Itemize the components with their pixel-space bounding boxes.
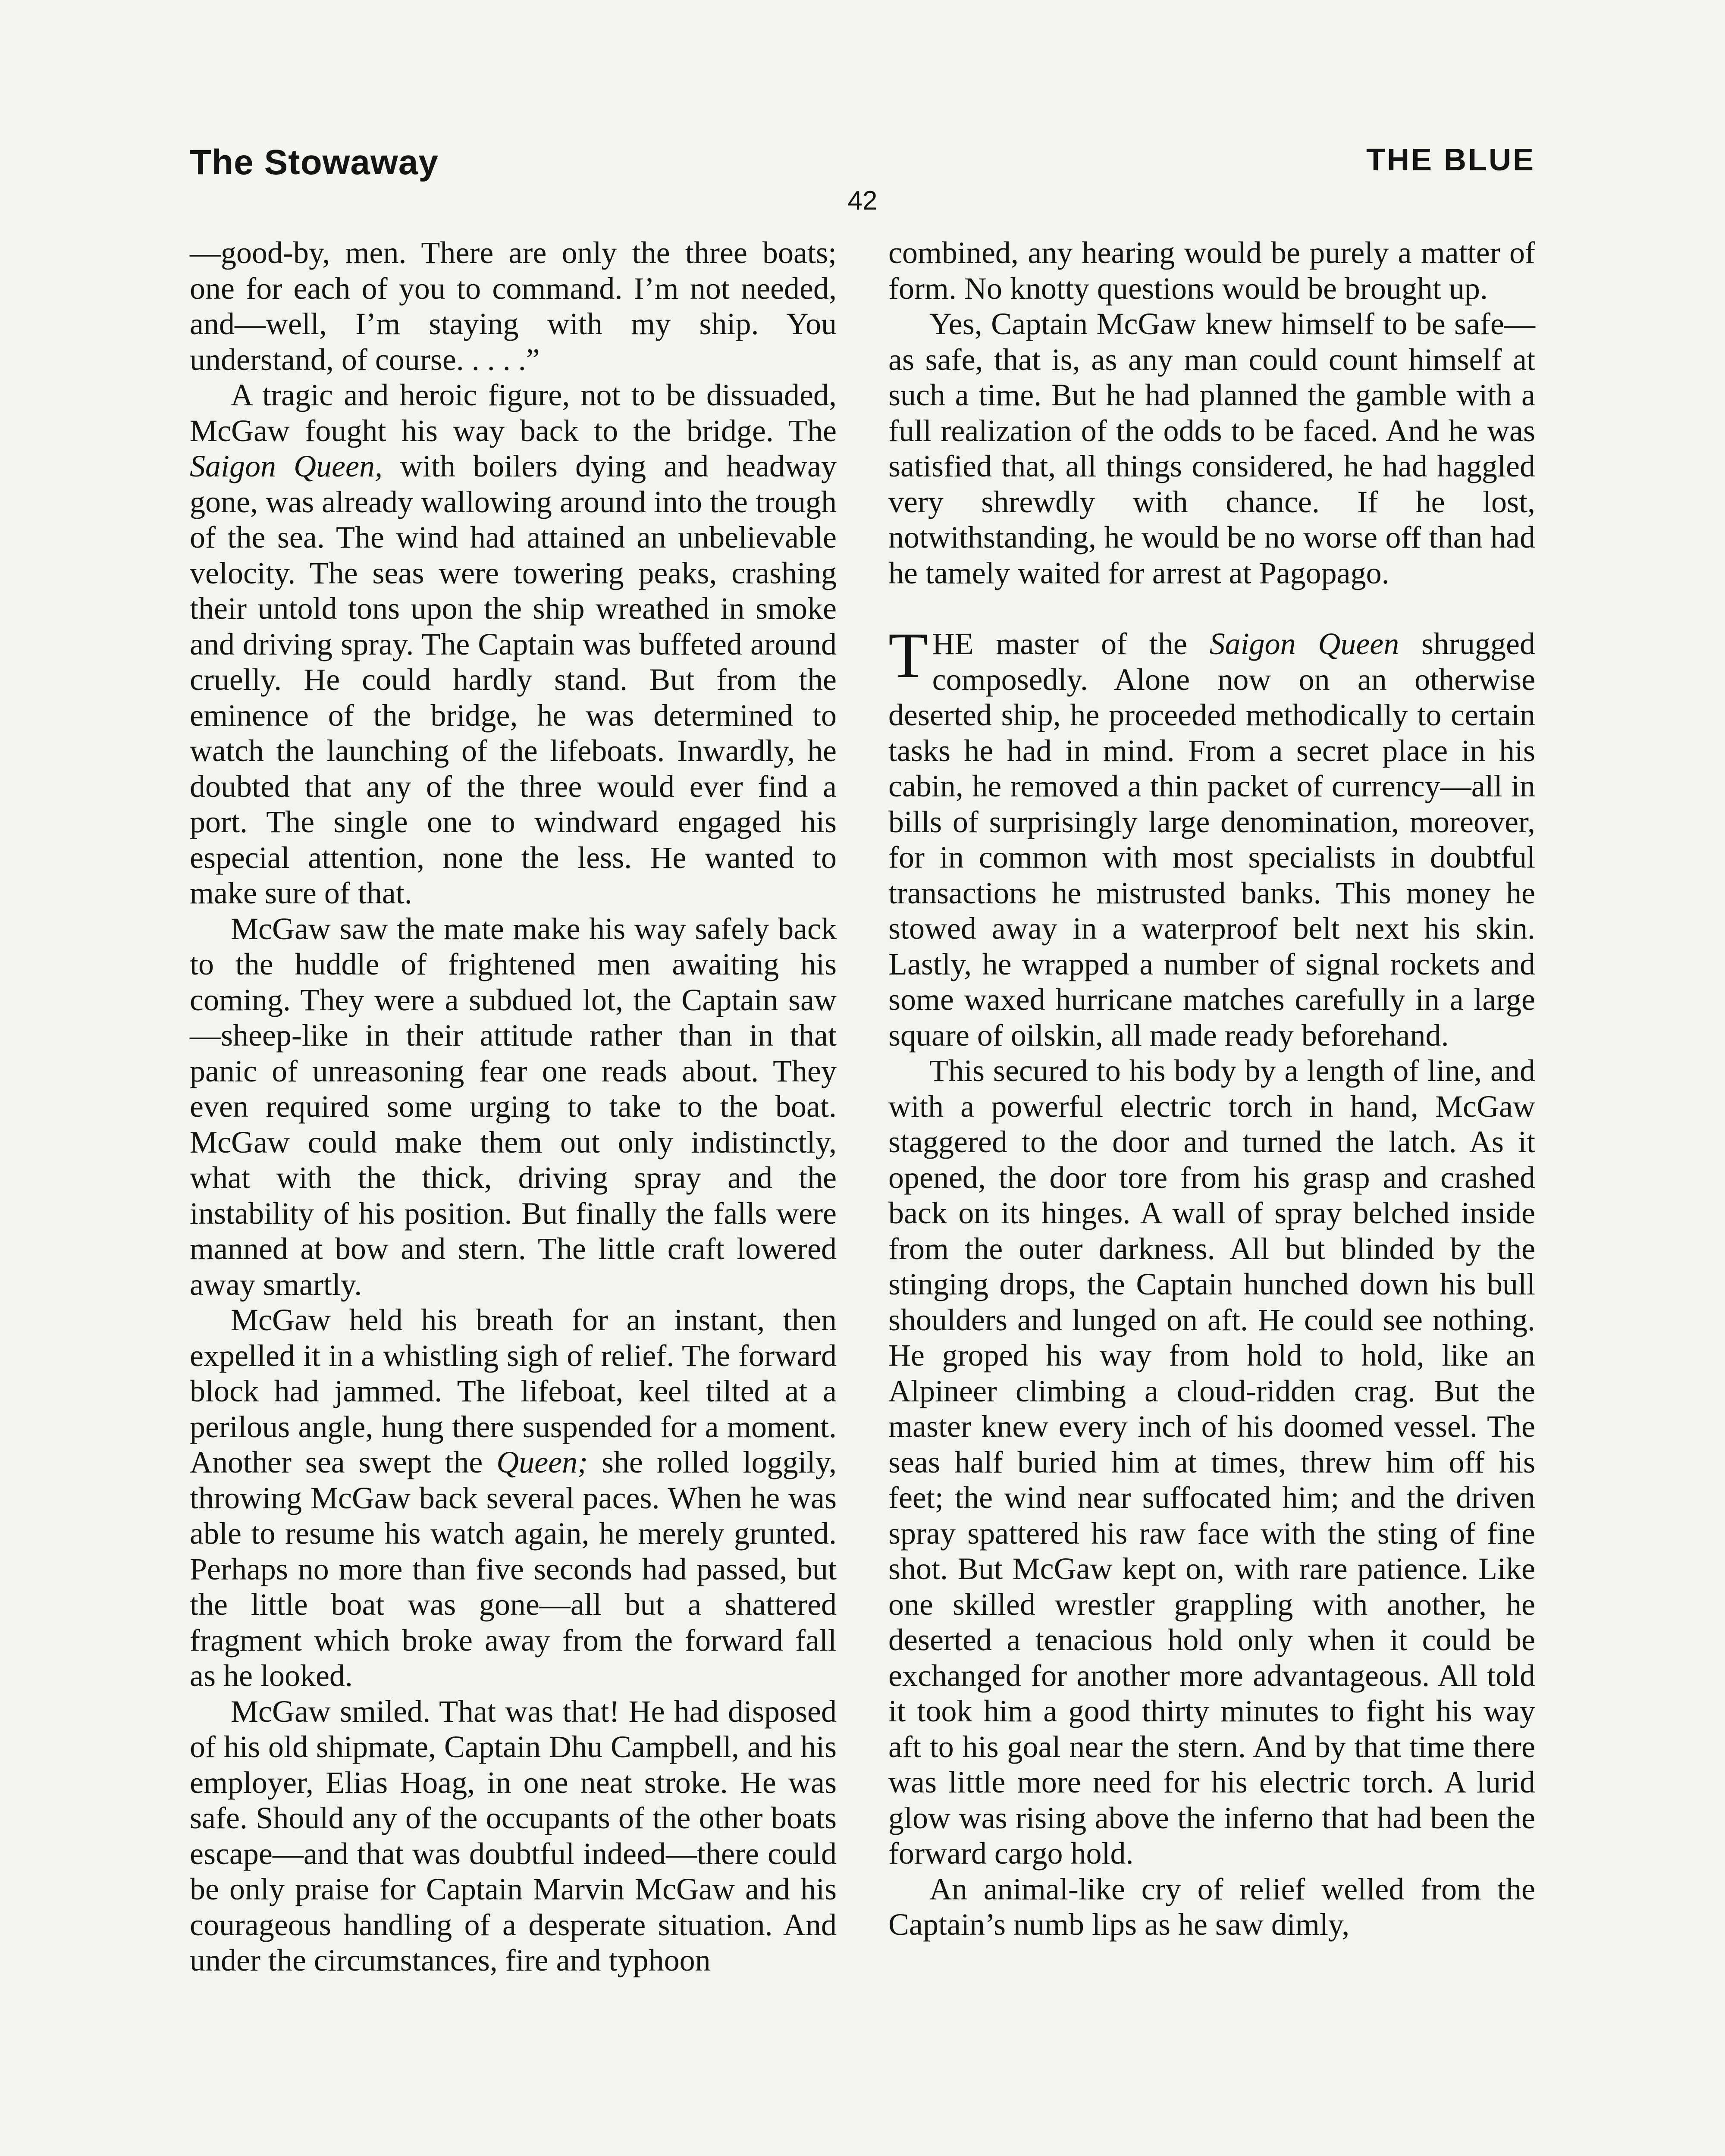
- magazine-title: THE BLUE: [1366, 143, 1535, 177]
- magazine-page: [190, 142, 1535, 2156]
- paragraph: This secured to his body by a length of line, and with a powerful electric torch in hand, McGaw staggered to the door and turned the latch. As it opened, the door tore from his grasp and crashed back on its hinges. A wall of spray belched inside from the outer darkness. All but blinded by the stinging drops, the Captain hunched down his bull shoulders and lunged on aft. He could see nothing. He groped his way from hold to hold, like an Alpineer climbing a cloud-ridden crag. But the master knew every inch of his doomed vessel. The seas half buried him at times, threw him off his feet; the wind near suffocated him; and the driven spray spattered his raw face with the sting of fine shot. But McGaw kept on, with rare patience. Like one skilled wrestler grappling with another, he deserted a tenacious hold only when it could be exchanged for another more advantageous. All told it took him a good thirty minutes to fight his way aft to his goal near the stern. And by that time there was little more need for his electric torch. A lurid glow was rising above the inferno that had been the forward cargo hold.: [888, 1053, 1535, 1871]
- paragraph: combined, any hearing would be purely a matter of form. No knotty questions would be brought up.: [888, 235, 1535, 306]
- paragraph: An animal-like cry of relief welled from the Captain’s numb lips as he saw dimly,: [888, 1871, 1535, 1942]
- ship-name: Saigon Queen,: [190, 449, 383, 483]
- left-column: [190, 235, 837, 1978]
- paragraph-text: with boilers dying and headway gone, was already wallowing around into the trough of the sea. The wind had attained an unbelievable velocity. The seas were towering peaks, crashing their untold tons upon the ship wreathed in smoke and driving spray. The Captain was buffeted around cruelly. He could hardly stand. But from the eminence of the bridge, he was determined to watch the launching of the lifeboats. Inwardly, he doubted that any of the three would ever find a port. The single one to windward engaged his especial attention, none the less. He wanted to make sure of that.: [190, 449, 837, 910]
- paragraph-text: McGaw held his breath for an instant, then expelled it in a whistling sigh of relief. The forward block had jammed. The lifeboat, keel tilted at a perilous angle, hung there suspended for a moment. Another sea swept the: [190, 1303, 837, 1479]
- ship-name: Queen;: [496, 1445, 588, 1479]
- page-number: 42: [847, 186, 878, 216]
- section-paragraph: [888, 620, 1535, 1053]
- paragraph-text: she rolled loggily, throwing McGaw back several paces. When he was able to resume his watch again, he merely grunted. Perhaps no more than five seconds had passed, but the little boat was gone—all but a shattered fragment which broke away from the forward fall as he looked.: [190, 1445, 837, 1693]
- paragraph-text: HE master of the: [932, 627, 1210, 661]
- paragraph: —good-by, men. There are only the three boats; one for each of you to command. I’m not needed, and—well, I’m staying with my ship. You understand, of course. . . . .”: [190, 235, 837, 377]
- paragraph: McGaw smiled. That was that! He had disposed of his old shipmate, Captain Dhu Campbell, and his employer, Elias Hoag, in one neat stroke. He was safe. Should any of the occupants of the other boats escape—and that was doubtful indeed—there could be only praise for Captain Marvin McGaw and his courageous handling of a desperate situation. And under the circumstances, fire and typhoon: [190, 1694, 837, 1977]
- paragraph: McGaw saw the mate make his way safely back to the huddle of frightened men awaiting his coming. They were a subdued lot, the Captain saw—sheep-like in their attitude rather than in that panic of unreasoning fear one reads about. They even required some urging to take to the boat. McGaw could make them out only indistinctly, what with the thick, driving spray and the instability of his position. But finally the falls were manned at bow and stern. The little craft lowered away smartly.: [190, 911, 837, 1302]
- story-title: The Stowaway: [190, 143, 439, 182]
- paragraph: [190, 1302, 837, 1694]
- right-column: [888, 235, 1535, 1943]
- paragraph: [190, 377, 837, 911]
- drop-cap: T: [888, 620, 928, 691]
- paragraph-text: shrugged composedly. Alone now on an otherwise deserted ship, he proceeded methodically to certain tasks he had in mind. From a secret place in his cabin, he removed a thin packet of currency—all in bills of surprisingly large denomination, moreover, for in common with most specialists in doubtful transactions he mistrusted banks. This money he stowed away in a waterproof belt next his skin. Lastly, he wrapped a number of signal rockets and some waxed hurricane matches carefully in a large square of oilskin, all made ready beforehand.: [888, 627, 1535, 1053]
- page-header: [190, 142, 1535, 216]
- ship-name: Saigon Queen: [1209, 627, 1399, 661]
- paragraph-text: A tragic and heroic figure, not to be dissuaded, McGaw fought his way back to the bridge. The: [190, 378, 837, 448]
- paragraph: Yes, Captain McGaw knew himself to be safe—as safe, that is, as any man could count himself at such a time. But he had planned the gamble with a full realization of the odds to be faced. And he was satisfied that, all things considered, he had haggled very shrewdly with chance. If he lost, notwithstanding, he would be no worse off than had he tamely waited for arrest at Pagopago.: [888, 307, 1535, 590]
